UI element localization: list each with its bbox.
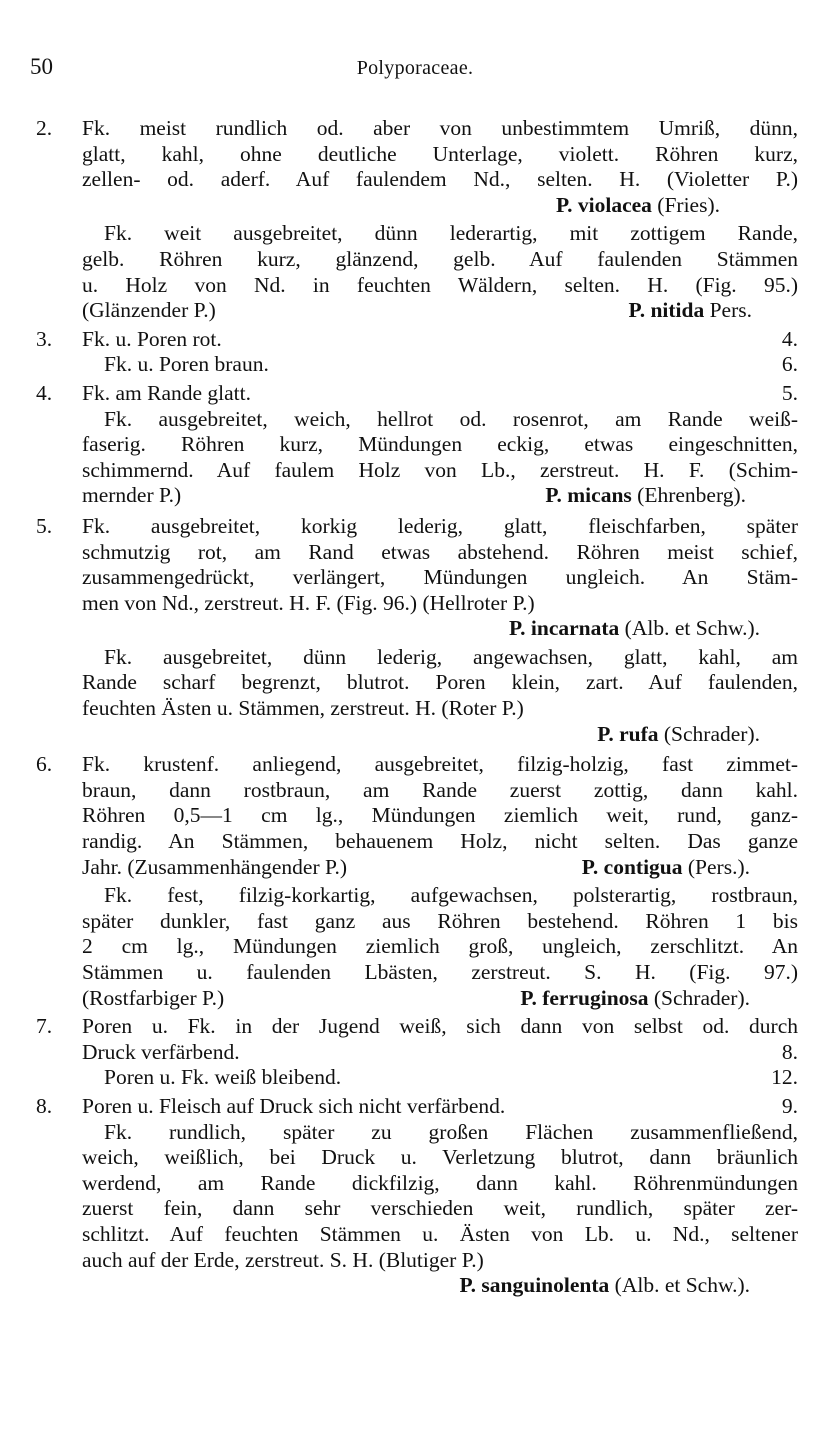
key-entry-7: [0, 1014, 830, 1091]
text-line: Fk. rundlich, später zu großen Flächen zusammenfließend,: [104, 1119, 798, 1144]
lead-line: [82, 327, 798, 353]
entry-number: 2.: [36, 116, 53, 140]
taxon-author: (Fries).: [651, 192, 720, 217]
text-fragment: mernder P.): [82, 483, 182, 508]
text-line-with-taxon: [82, 986, 798, 1012]
text-line: Röhren 0,5—1 cm lg., Mündungen ziemlich weit, rund, ganz-: [82, 803, 798, 828]
text-line-with-taxon: [82, 855, 798, 881]
text-line: schimmernd. Auf faulem Holz von Lb., zerstreut. H. F. (Schim-: [82, 457, 798, 482]
taxon-name: [582, 855, 750, 881]
text-line: schlitzt. Auf feuchten Stämmen u. Ästen von Lb. u. Nd., seltener: [82, 1221, 798, 1246]
taxon-author: (Schrader).: [658, 721, 760, 746]
taxon-bold: P. ferruginosa: [520, 985, 649, 1010]
taxon-bold: P. sanguinolenta: [459, 1273, 610, 1298]
taxon-bold: P. micans: [545, 483, 632, 508]
text-line: braun, dann rostbraun, am Rande zuerst zottig, dann kahl.: [82, 777, 798, 802]
entry-number: 4.: [36, 380, 53, 405]
entry-number: 7.: [36, 1014, 53, 1039]
text-line: Stämmen u. faulenden Lbästen, zerstreut. S. H. (Fig. 97.): [82, 960, 798, 984]
text-line: später dunkler, fast ganz aus Röhren bestehend. Röhren 1 bis: [82, 908, 798, 933]
text-line: weich, weißlich, bei Druck u. Verletzung blutrot, dann bräunlich: [82, 1145, 798, 1170]
entry-number: 6.: [36, 752, 53, 777]
lead-text: Druck verfärbend.: [82, 1039, 240, 1064]
text-line: zellen- od. aderf. Auf faulendem Nd., selten. H. (Violetter P.): [82, 167, 798, 192]
text-fragment: (Rostfarbiger P.): [82, 985, 225, 1010]
taxon-name: [82, 1273, 798, 1299]
text-line: schmutzig rot, am Rand etwas abstehend. Röhren meist schief,: [82, 539, 798, 564]
text-line: randig. An Stämmen, behauenem Holz, nicht selten. Das ganze: [82, 829, 798, 854]
key-entry-6: [0, 752, 830, 880]
taxon-name: [629, 298, 752, 324]
running-header: [0, 54, 830, 84]
lead-line: [82, 1040, 798, 1066]
key-entry-5: [0, 514, 830, 642]
key-entry-2-alt: [0, 221, 830, 323]
text-line: faserig. Röhren kurz, Mündungen eckig, etwas eingeschnitten,: [82, 432, 798, 457]
key-entry-5-alt: [0, 645, 830, 747]
entry-number: 8.: [36, 1093, 53, 1118]
text-line: auch auf der Erde, zerstreut. S. H. (Blutiger P.): [82, 1247, 484, 1272]
taxon-name: [545, 483, 746, 509]
text-fragment: Jahr. (Zusammenhängender P.): [82, 854, 348, 879]
lead-target: 8.: [781, 1039, 798, 1064]
text-line: Fk. krustenf. anliegend, ausgebreitet, filzig-holzig, fast zimmet-: [82, 752, 798, 777]
taxon-bold: P. rufa: [597, 721, 659, 746]
text-line: men von Nd., zerstreut. H. F. (Fig. 96.) (Hellroter P.): [82, 590, 535, 615]
text-fragment: (Glänzender P.): [82, 298, 216, 323]
taxon-name: [82, 193, 798, 219]
text-line: Fk. ausgebreitet, dünn lederig, angewachsen, glatt, kahl, am: [104, 644, 798, 669]
taxon-author: Pers.: [704, 298, 752, 323]
lead-text: Poren u. Fleisch auf Druck sich nicht verfärbend.: [82, 1093, 506, 1118]
key-entry-2: [0, 116, 830, 218]
text-line-with-taxon: [82, 298, 798, 324]
lead-target: 5.: [781, 380, 798, 405]
taxon-bold: P. incarnata: [508, 616, 620, 641]
lead-target: 12.: [771, 1065, 798, 1090]
lead-text: Fk. u. Poren braun.: [104, 352, 269, 377]
lead-target: 9.: [781, 1093, 798, 1118]
text-line: Fk. meist rundlich od. aber von unbestimmtem Umriß, dünn,: [82, 116, 798, 140]
text-line: werdend, am Rande dickfilzig, dann kahl. Röhrenmündungen: [82, 1170, 798, 1195]
entry-number: 3.: [36, 326, 53, 351]
taxon-name: [520, 986, 750, 1012]
text-line: Fk. fest, filzig-korkartig, aufgewachsen, polsterartig, rostbraun,: [104, 883, 798, 908]
page-number: 50: [30, 54, 53, 79]
lead-line: [82, 1094, 798, 1120]
taxon-author: (Schrader).: [648, 985, 750, 1010]
taxon-name: [82, 616, 798, 642]
lead-text: Fk. u. Poren rot.: [82, 326, 222, 351]
taxon-author: (Pers.).: [682, 854, 750, 879]
text-line-with-taxon: [82, 483, 798, 509]
key-entry-3: [0, 327, 830, 378]
text-line: glatt, kahl, ohne deutliche Unterlage, violett. Röhren kurz,: [82, 141, 798, 166]
key-text: [0, 116, 830, 1299]
key-entry-4: [0, 381, 830, 509]
lead-target: 6.: [781, 352, 798, 377]
text-line: Fk. ausgebreitet, weich, hellrot od. rosenrot, am Rande weiß-: [104, 406, 798, 431]
text-line: 2 cm lg., Mündungen ziemlich groß, ungleich, zerschlitzt. An: [82, 934, 798, 959]
taxon-author: (Alb. et Schw.).: [609, 1273, 750, 1298]
text-line: Fk. weit ausgebreitet, dünn lederartig, mit zottigem Rande,: [104, 221, 798, 246]
lead-line: [82, 352, 798, 378]
taxon-name: [82, 722, 798, 748]
text-line: Poren u. Fk. in der Jugend weiß, sich dann von selbst od. durch: [82, 1014, 798, 1039]
taxon-author: (Ehrenberg).: [631, 483, 746, 508]
entry-number: 5.: [36, 513, 53, 538]
key-entry-6-alt: [0, 883, 830, 1011]
text-line: feuchten Ästen u. Stämmen, zerstreut. H. (Roter P.): [82, 696, 524, 721]
taxon-bold: P. violacea: [555, 192, 652, 217]
text-line: zusammengedrückt, verlängert, Mündungen ungleich. An Stäm-: [82, 565, 798, 590]
lead-line: [82, 381, 798, 407]
taxon-bold: P. contigua: [581, 854, 683, 879]
text-line: Rande scharf begrenzt, blutrot. Poren klein, zart. Auf faulenden,: [82, 670, 798, 695]
text-line: u. Holz von Nd. in feuchten Wäldern, selten. H. (Fig. 95.): [82, 272, 798, 297]
lead-text: Fk. am Rande glatt.: [82, 380, 251, 405]
lead-target: 4.: [781, 326, 798, 351]
key-entry-8: [0, 1094, 830, 1299]
text-line: zuerst fein, dann sehr verschieden weit, rundlich, später zer-: [82, 1196, 798, 1221]
lead-line: [82, 1065, 798, 1091]
taxon-bold: P. nitida: [628, 298, 705, 323]
running-title: Polyporaceae.: [356, 57, 474, 79]
lead-text: Poren u. Fk. weiß bleibend.: [104, 1065, 342, 1090]
taxon-author: (Alb. et Schw.).: [619, 616, 760, 641]
text-line: gelb. Röhren kurz, glänzend, gelb. Auf faulenden Stämmen: [82, 246, 798, 271]
text-line: Fk. ausgebreitet, korkig lederig, glatt, fleischfarben, später: [82, 513, 798, 538]
